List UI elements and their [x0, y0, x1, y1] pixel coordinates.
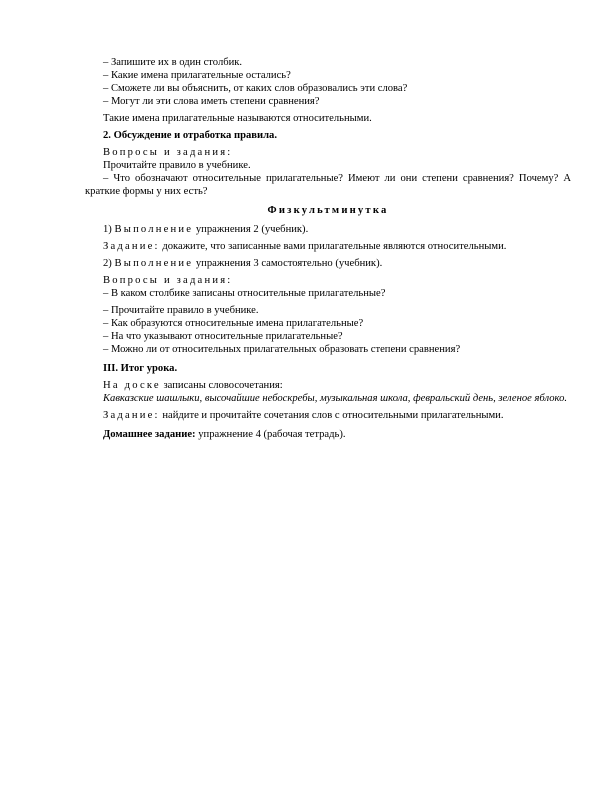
board-line: [85, 379, 571, 392]
task-label: Задание:: [103, 410, 160, 421]
exercise-text: упражнения 3 самостоятельно (учебник).: [195, 258, 383, 269]
question-paragraph: – Что обозначают относительные прилагательные? Имеют ли они степени сравнения? Почему? А краткие формы у них есть?: [85, 173, 571, 197]
exercise-number: 1): [103, 224, 112, 235]
text-line: Прочитайте правило в учебнике.: [103, 160, 251, 171]
questions-label: Вопросы и задания:: [103, 275, 233, 286]
exercise-line: [85, 257, 571, 270]
text-line: – Могут ли эти слова иметь степени сравнения?: [103, 96, 320, 107]
exercise-line: [85, 223, 571, 236]
section-heading: 2. Обсуждение и отработка правила.: [103, 130, 277, 141]
question-item: – Прочитайте правило в учебнике.: [103, 305, 259, 316]
task-label: Задание:: [103, 241, 160, 252]
homework-text: упражнение 4 (рабочая тетрадь).: [198, 429, 346, 440]
board-text: записаны словосочетания:: [163, 380, 283, 391]
exercise-text: упражнения 2 (учебник).: [195, 224, 309, 235]
question-item: – На что указывают относительные прилагательные?: [103, 331, 343, 342]
task-line: [85, 240, 571, 253]
exercise-action: Выполнение: [114, 224, 194, 235]
text-line: – Какие имена прилагательные остались?: [103, 70, 291, 81]
section-heading: III. Итог урока.: [103, 363, 178, 374]
homework-line: [85, 428, 571, 441]
questions-label: Вопросы и задания:: [103, 147, 233, 158]
text-line: – Запишите их в один столбик.: [103, 57, 243, 68]
fizminutka-heading: Физкультминутка: [267, 205, 389, 216]
task-line: [85, 409, 571, 422]
board-label: На доске: [103, 380, 161, 391]
exercise-action: Выполнение: [114, 258, 194, 269]
question-item: – Как образуются относительные имена прилагательные?: [103, 318, 364, 329]
text-line: Такие имена прилагательные называются относительными.: [103, 113, 372, 124]
homework-label: Домашнее задание:: [103, 429, 196, 440]
phrases-paragraph: Кавказские шашлыки, высочайшие небоскребы, музыкальная школа, февральский день, зеленое яблоко.: [103, 393, 568, 404]
text-line: – Сможете ли вы объяснить, от каких слов образовались эти слова?: [103, 83, 408, 94]
exercise-number: 2): [103, 258, 112, 269]
document-page: [85, 56, 571, 441]
question-item: – Можно ли от относительных прилагательных образовать степени сравнения?: [103, 344, 461, 355]
question-item: – В каком столбике записаны относительные прилагательные?: [103, 288, 386, 299]
task-text: докажите, что записанные вами прилагательные являются относительными.: [162, 241, 507, 252]
task-text: найдите и прочитайте сочетания слов с относительными прилагательными.: [162, 410, 504, 421]
